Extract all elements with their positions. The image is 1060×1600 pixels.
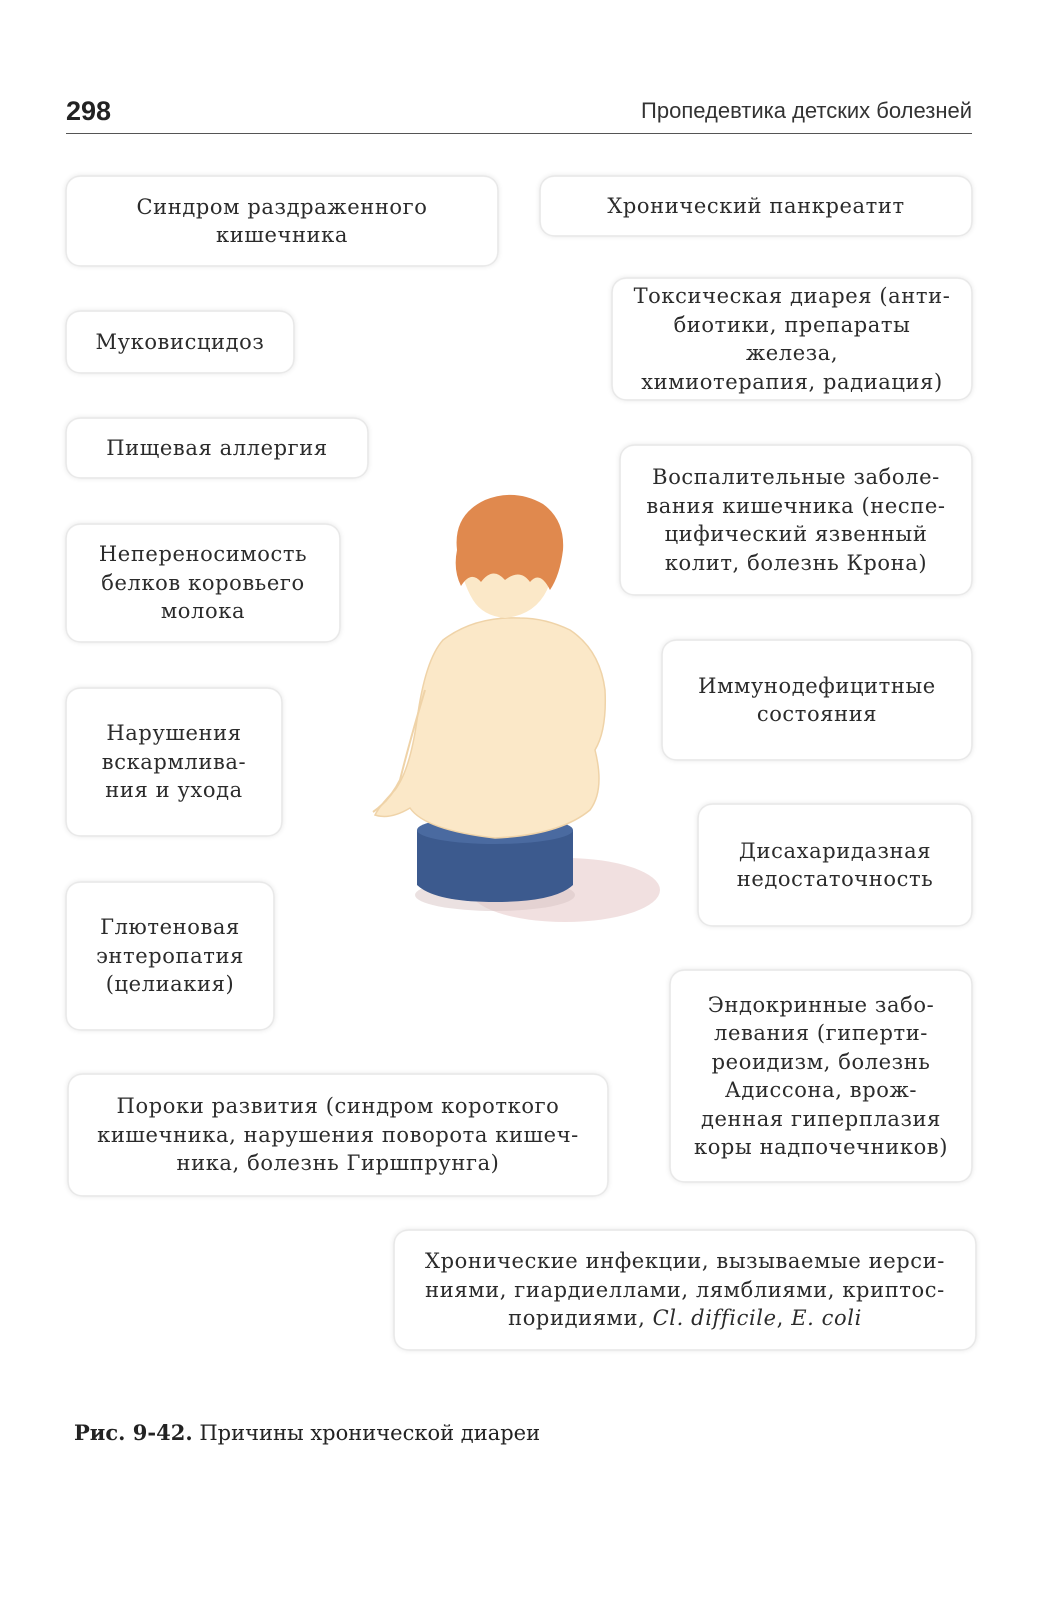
header-divider	[66, 133, 972, 134]
infections-line-2: ниями, гиардиеллами, лямблиями, криптос-	[425, 1277, 945, 1302]
box-mucoviscidosis: Муковисцидоз	[66, 311, 294, 373]
box-endocrine: Эндокринные забо- левания (гиперти- реоидизм, болезнь Адиссона, врож- денная гиперплазия коры надпочечников)	[670, 970, 972, 1182]
child-body	[375, 618, 605, 838]
box-infections	[394, 1230, 976, 1350]
page-number: 298	[66, 96, 112, 126]
infections-e-coli: E. coli	[791, 1306, 862, 1331]
box-feeding-disorders: Нарушения вскармлива- ния и ухода	[66, 688, 282, 836]
box-celiac: Глютеновая энтеропатия (целиакия)	[66, 882, 274, 1030]
box-pancreatitis: Хронический панкреатит	[540, 176, 972, 236]
infections-line-3-prefix: поридиями,	[508, 1306, 653, 1331]
running-header-title: Пропедевтика детских болезней	[641, 98, 972, 123]
box-food-allergy: Пищевая аллергия	[66, 418, 368, 478]
box-ibd: Воспалительные заболе- вания кишечника (неспе- цифический язвенный колит, болезнь Крона)	[620, 445, 972, 595]
box-malformations: Пороки развития (синдром короткого кишечника, нарушения поворота кишеч- ника, болезнь Гиршпрунга)	[68, 1074, 608, 1196]
box-immunodeficiency: Иммунодефицитные состояния	[662, 640, 972, 760]
infections-comma: ,	[776, 1306, 792, 1331]
box-ibs: Синдром раздраженного кишечника	[66, 176, 498, 266]
child-on-potty-illustration	[355, 490, 665, 930]
figure-caption	[74, 1420, 540, 1445]
box-disaccharidase: Дисахаридазная недостаточность	[698, 804, 972, 926]
child-hair	[456, 495, 564, 590]
box-toxic-diarrhea: Токсическая диарея (анти- биотики, препараты железа, химиотерапия, радиация)	[612, 278, 972, 400]
infections-cl-difficile: Cl. difficile	[652, 1306, 777, 1331]
box-milk-intolerance: Непереносимость белков коровьего молока	[66, 524, 340, 642]
caption-label: Рис. 9-42.	[74, 1420, 193, 1445]
infections-line-1: Хронические инфекции, вызываемые иерси-	[425, 1249, 945, 1274]
infections-line-3	[508, 1304, 862, 1333]
caption-text: Причины хронической диареи	[192, 1421, 541, 1445]
